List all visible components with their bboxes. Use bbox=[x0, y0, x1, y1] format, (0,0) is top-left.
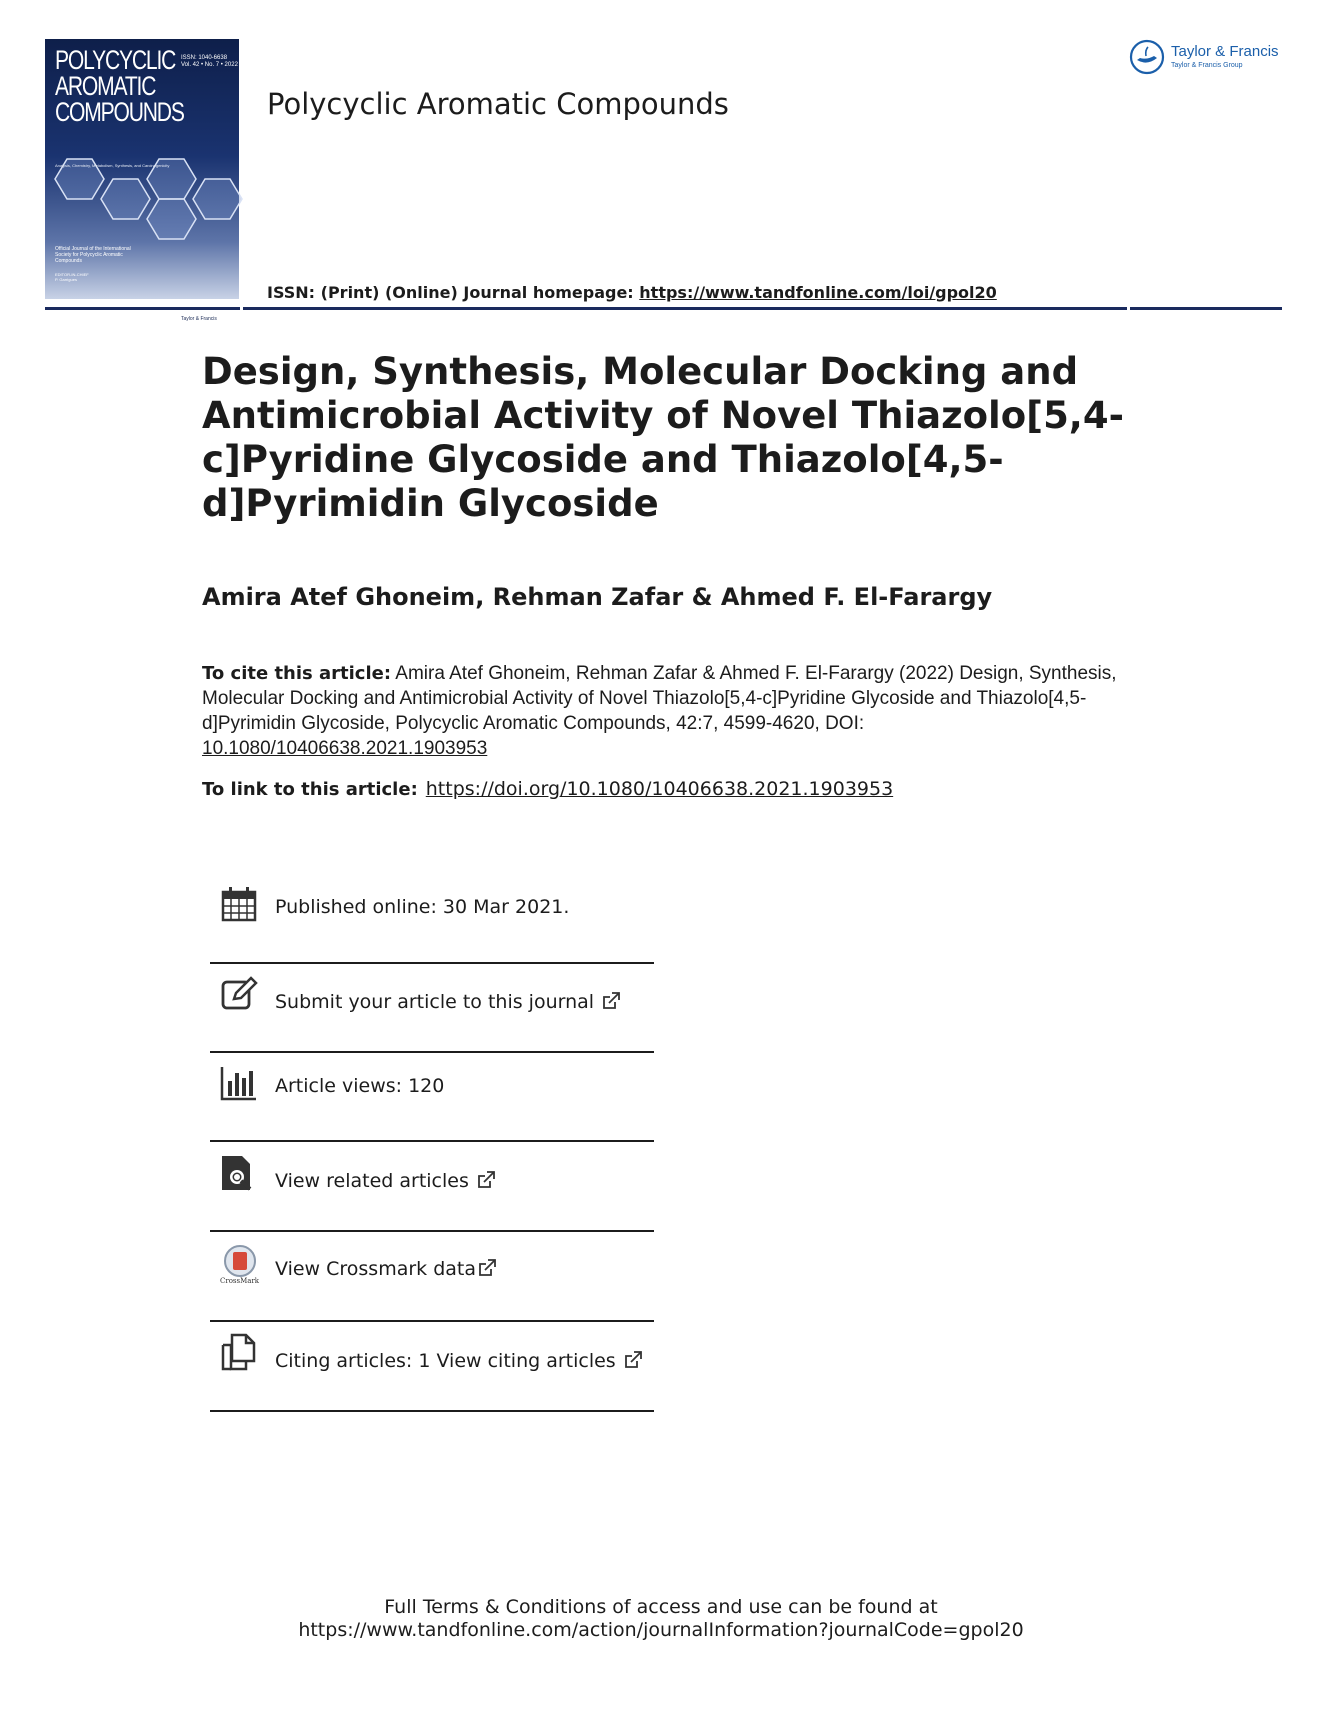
external-link-icon bbox=[602, 992, 620, 1010]
link-label: To link to this article: bbox=[202, 779, 418, 800]
cover-publisher: Taylor & Francis bbox=[181, 316, 217, 322]
published-online-text: Published online: 30 Mar 2021. bbox=[275, 896, 570, 918]
row-divider bbox=[210, 962, 654, 964]
related-articles-link[interactable] bbox=[275, 1170, 495, 1192]
citing-articles-row[interactable] bbox=[210, 1333, 654, 1421]
cite-text: Amira Atef Ghoneim, Rehman Zafar & Ahmed F. El-Farargy (2022) Design, Synthesis, Molecular Docking and Antimicrobial Activity of Novel Thiazolo[5,4-c]Pyridine Glycoside and Thiazolo[4,5-d]Pyrimidin Glycoside, Polycyclic Aromatic Compounds, 42:7, 4599-4620, DOI: bbox=[202, 663, 1117, 734]
terms-line: Full Terms & Conditions of access and use can be found at bbox=[384, 1596, 938, 1618]
bar-chart-icon bbox=[220, 1065, 258, 1103]
crossmark-logo-text: CrossMark bbox=[220, 1277, 260, 1285]
related-articles-row[interactable] bbox=[210, 1154, 654, 1242]
cover-issn-volume: ISSN: 1040-6638 Vol. 42 • No. 7 • 2022 bbox=[181, 55, 238, 68]
terms-url[interactable]: https://www.tandfonline.com/action/journalInformation?journalCode=gpol20 bbox=[298, 1619, 1024, 1641]
article-link-block bbox=[202, 778, 893, 800]
copy-documents-icon bbox=[220, 1333, 258, 1371]
row-divider bbox=[210, 1230, 654, 1232]
citing-articles-link[interactable] bbox=[275, 1350, 642, 1372]
issn-line bbox=[267, 283, 997, 302]
cite-doi-link[interactable]: 10.1080/10406638.2021.1903953 bbox=[202, 738, 488, 759]
external-link-icon bbox=[477, 1171, 495, 1189]
journal-cover-image bbox=[45, 39, 239, 322]
crossmark-link[interactable] bbox=[275, 1258, 496, 1280]
publisher-name: Taylor & Francis bbox=[1171, 43, 1279, 60]
external-link-icon bbox=[478, 1259, 496, 1277]
row-divider bbox=[210, 1051, 654, 1053]
article-views-text: Article views: 120 bbox=[275, 1075, 445, 1097]
external-link-icon bbox=[624, 1351, 642, 1369]
citation-block bbox=[202, 661, 1132, 761]
calendar-icon bbox=[220, 885, 258, 923]
citing-articles-text: Citing articles: 1 View citing articles bbox=[275, 1350, 616, 1372]
related-articles-text: View related articles bbox=[275, 1170, 469, 1192]
cover-editor: EDITOR-IN-CHIEF P. Garrigues bbox=[55, 272, 89, 282]
article-authors: Amira Atef Ghoneim, Rehman Zafar & Ahmed F. El-Farargy bbox=[202, 583, 993, 611]
cover-official-journal: Official Journal of the International Society for Polycyclic Aromatic Compounds bbox=[55, 246, 131, 264]
publisher-group: Taylor & Francis Group bbox=[1171, 62, 1243, 69]
crossmark-text: View Crossmark data bbox=[275, 1258, 477, 1280]
article-title: Design, Synthesis, Molecular Docking and Antimicrobial Activity of Novel Thiazolo[5,4-c]Pyridine Glycoside and Thiazolo[4,5-d]Pyrimidin Glycoside bbox=[202, 350, 1124, 525]
row-divider bbox=[210, 1140, 654, 1142]
crossmark-logo bbox=[220, 1245, 264, 1283]
published-online-row bbox=[210, 885, 654, 973]
cite-label: To cite this article: bbox=[202, 663, 392, 684]
submit-article-row[interactable] bbox=[210, 975, 654, 1063]
row-divider bbox=[210, 1320, 654, 1322]
issn-text: ISSN: (Print) (Online) Journal homepage: bbox=[267, 283, 640, 302]
publisher-logo[interactable] bbox=[1129, 38, 1283, 78]
header-divider bbox=[45, 307, 1282, 310]
journal-homepage-link[interactable]: https://www.tandfonline.com/loi/gpol20 bbox=[639, 283, 997, 302]
publisher-lamp-icon bbox=[1129, 39, 1167, 77]
journal-title: Polycyclic Aromatic Compounds bbox=[267, 87, 729, 121]
document-search-icon bbox=[220, 1154, 258, 1192]
submit-article-link[interactable] bbox=[275, 991, 620, 1013]
article-doi-link[interactable]: https://doi.org/10.1080/10406638.2021.1903953 bbox=[425, 778, 894, 800]
cover-subtitle: Analysis, Chemistry, Metabolism, Synthesis, and Carcinogenicity bbox=[55, 163, 170, 168]
crossmark-icon bbox=[220, 1245, 260, 1277]
submit-article-text: Submit your article to this journal bbox=[275, 991, 595, 1013]
edit-icon bbox=[220, 975, 258, 1013]
row-divider bbox=[210, 1410, 654, 1412]
terms-footer bbox=[0, 1596, 1322, 1642]
cover-title: POLYCYCLIC AROMATIC COMPOUNDS bbox=[55, 45, 184, 127]
